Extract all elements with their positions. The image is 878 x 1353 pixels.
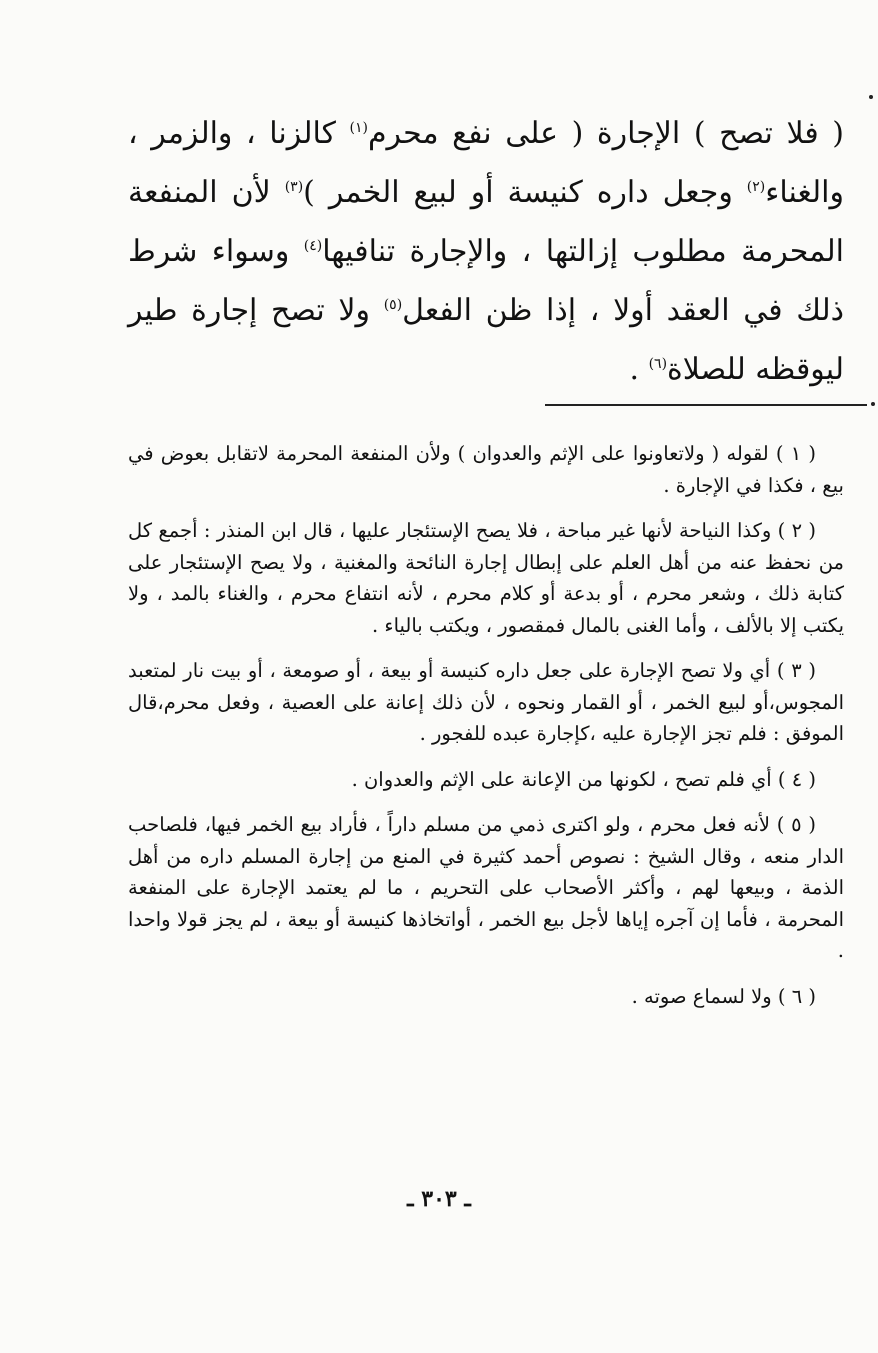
footnote-separator xyxy=(545,404,867,406)
text-run: ( فلا تصح ) الإجارة ( على نفع محرم xyxy=(367,116,844,151)
footnotes xyxy=(128,438,844,1026)
margin-dot xyxy=(869,95,873,99)
footnote-ref: (٢) xyxy=(746,179,766,195)
margin-dot xyxy=(871,402,875,406)
footnote-5: ( ٥ ) لأنه فعل محرم ، ولو اكترى ذمي من مسلم داراً ، فأراد بيع الخمر فيها، فلصاحب الدار منعه ، وقال الشيخ : نصوص أحمد كثيرة في المنع من إجارة المسلم داره من أهل الذمة ، وبيعها لهم ، وأكثر الأصحاب على التحريم ، ما لم يعتمد الإجارة على المنفعة المحرمة ، فأما إن آجره إياها لأجل بيع الخمر ، أواتخاذها كنيسة أو بيعة ، لم يجز قولا واحدا . xyxy=(128,813,844,962)
text-run: كالزنا ، والزمر ، والغناء xyxy=(128,116,844,210)
main-text xyxy=(128,104,844,399)
footnote-2: ( ٢ ) وكذا النياحة لأنها غير مباحة ، فلا يصح الإستئجار عليها ، قال ابن المنذر : أجمع كل من نحفظ عنه من أهل العلم على إبطال إجارة النائحة والمغنية ، ولا يصح الإستئجار على كتابة ذلك ، وشعر محرم ، أو بدعة أو كلام محرم ، لأنه انتفاع محرم ، والغناء بالمد ، ولا يكتب إلا بالألف ، وأما الغنى بالمال فمقصور ، ويكتب بالياء . xyxy=(128,519,844,637)
footnote-1: ( ١ ) لقوله ( ولاتعاونوا على الإثم والعدوان ) ولأن المنفعة المحرمة لاتقابل بعوض في بيع ، فكذا في الإجارة . xyxy=(128,442,844,497)
text-run: وسواء شرط ذلك في العقد أولا ، إذا ظن الفعل xyxy=(128,234,844,328)
main-paragraph xyxy=(128,104,844,399)
text-run: وجعل داره كنيسة أو لبيع الخمر ) xyxy=(303,175,747,210)
text-run: ولا تصح إجارة طير ليوقظه للصلاة xyxy=(128,293,844,387)
footnote-4: ( ٤ ) أي فلم تصح ، لكونها من الإعانة على الإثم والعدوان . xyxy=(351,767,816,791)
footnote-ref: (٦) xyxy=(648,356,668,372)
footnote-3: ( ٣ ) أي ولا تصح الإجارة على جعل داره كنيسة أو بيعة ، أو صومعة ، أو بيت نار لمتعبد المجوس،أو لبيع الخمر ، أو القمار ونحوه ، لأن ذلك إعانة على العصية ، وفعل محرم،قال الموفق : فلم تجز الإجارة عليه ،كإجارة عبده للفجور . xyxy=(128,659,844,745)
footnote-ref: (١) xyxy=(349,120,368,136)
footnote-ref: (٥) xyxy=(383,297,403,313)
text-run: . xyxy=(629,352,649,387)
footnote-6: ( ٦ ) ولا لسماع صوته . xyxy=(631,984,816,1008)
footnote-ref: (٤) xyxy=(303,238,323,254)
page-number: ـ ٣٠٣ ـ xyxy=(407,1186,471,1212)
footnote-ref: (٣) xyxy=(284,179,304,195)
text-run: لأن المنفعة المحرمة مطلوب إزالتها ، والإجارة تنافيها xyxy=(128,175,844,269)
